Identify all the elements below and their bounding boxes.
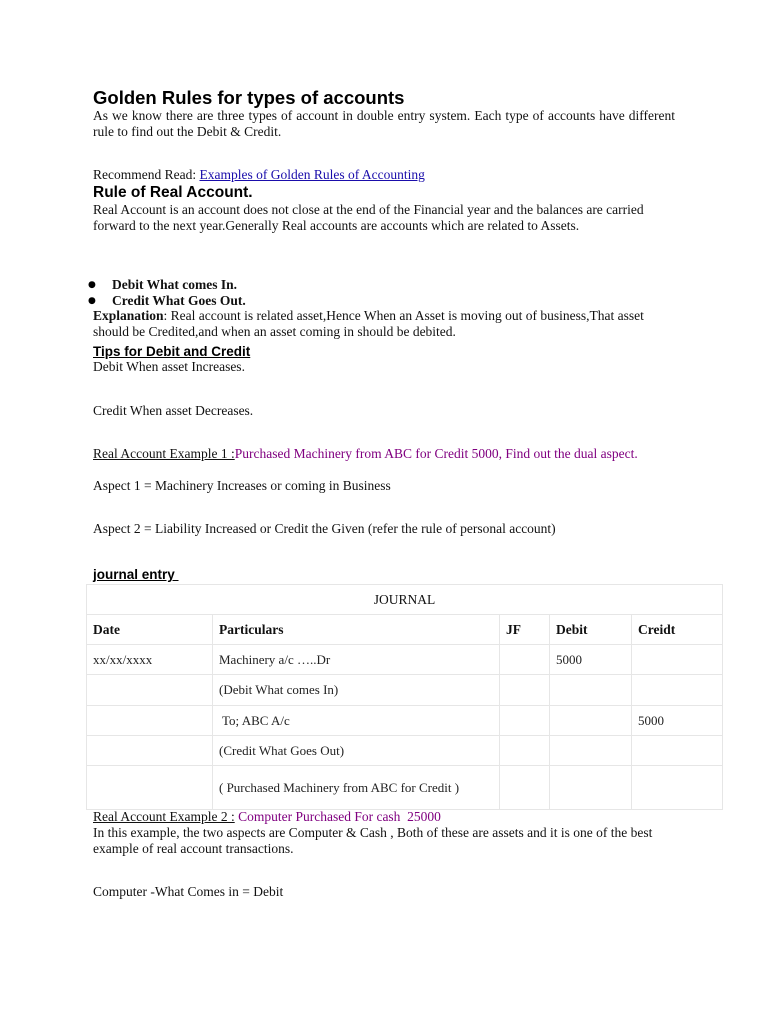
table-cell: 5000: [550, 645, 632, 675]
table-header-row: [87, 615, 723, 645]
recommend-label: Recommend Read:: [93, 167, 200, 182]
table-cell: [500, 735, 550, 765]
bullet-item: Debit What comes In.: [112, 277, 238, 292]
recommend-read: [93, 167, 693, 183]
table-cell: [500, 765, 550, 809]
table-cell: (Credit What Goes Out): [213, 735, 500, 765]
table-cell: [500, 645, 550, 675]
table-cell: [632, 765, 723, 809]
example2: [93, 809, 683, 825]
table-cell: [500, 705, 550, 735]
table-cell: To; ABC A/c: [213, 705, 500, 735]
page-title: Golden Rules for types of accounts: [93, 87, 405, 108]
table-cell: [550, 675, 632, 705]
table-cell: [632, 735, 723, 765]
header-cell: JF: [500, 615, 550, 645]
table-cell: [500, 675, 550, 705]
header-cell: Particulars: [213, 615, 500, 645]
table-cell: (Debit What comes In): [213, 675, 500, 705]
table-cell: Machinery a/c …..Dr: [213, 645, 500, 675]
table-row: [87, 645, 723, 675]
table-cell: [87, 765, 213, 809]
example1-aspect2: Aspect 2 = Liability Increased or Credit the Given (refer the rule of personal account): [93, 521, 556, 536]
bullet-item: Credit What Goes Out.: [112, 293, 246, 308]
table-cell: [87, 735, 213, 765]
table-cell: [550, 705, 632, 735]
table-cell: 5000: [632, 705, 723, 735]
real-account-description: Real Account is an account does not close at the end of the Financial year and the balances are carried forward to the next year.Generally Real accounts are accounts which are related to Assets.: [93, 202, 644, 233]
tips-debit: Debit When asset Increases.: [93, 359, 245, 374]
header-cell: Creidt: [632, 615, 723, 645]
explanation-label: Explanation: [93, 308, 164, 323]
example2-text: Computer Purchased For cash 25000: [234, 809, 441, 824]
example1-aspect1: Aspect 1 = Machinery Increases or coming in Business: [93, 478, 391, 493]
header-cell: Date: [87, 615, 213, 645]
example1-label: Real Account Example 1 :: [93, 446, 235, 461]
bullet-icon: ●: [88, 280, 96, 290]
journal-title: JOURNAL: [87, 585, 723, 615]
table-row: [87, 735, 723, 765]
table-row: [87, 705, 723, 735]
real-account-heading: Rule of Real Account.: [93, 184, 253, 201]
table-cell: [87, 675, 213, 705]
table-cell: ( Purchased Machinery from ABC for Credit ): [213, 765, 500, 809]
table-cell: [632, 675, 723, 705]
explanation-text: : Real account is related asset,Hence When an Asset is moving out of business,That asset should be Credited,and when an asset coming in should be debited.: [93, 308, 644, 339]
header-cell: Debit: [550, 615, 632, 645]
table-row: [87, 675, 723, 705]
table-cell: [550, 735, 632, 765]
example2-description: In this example, the two aspects are Computer & Cash , Both of these are assets and it is one of the best example of real account transactions.: [93, 825, 653, 856]
table-cell: [632, 645, 723, 675]
example1-text: Purchased Machinery from ABC for Credit 5000, Find out the dual aspect.: [234, 446, 638, 461]
recommend-link[interactable]: Examples of Golden Rules of Accounting: [199, 167, 425, 182]
table-row: [87, 765, 723, 809]
example1: [93, 446, 683, 462]
example2-label: Real Account Example 2 :: [93, 809, 235, 824]
table-title-row: [87, 585, 723, 615]
journal-table: [86, 584, 723, 810]
explanation: [93, 308, 673, 340]
tips-heading: Tips for Debit and Credit: [93, 344, 251, 359]
table-cell: [87, 705, 213, 735]
intro-paragraph: As we know there are three types of account in double entry system. Each type of accounts have different rule to find out the Debit & Credit.: [93, 108, 675, 139]
tips-credit: Credit When asset Decreases.: [93, 403, 254, 418]
table-cell: [550, 765, 632, 809]
example2-line: Computer -What Comes in = Debit: [93, 884, 284, 899]
bullet-icon: ●: [88, 296, 96, 306]
journal-entry-heading: journal entry: [93, 567, 179, 582]
table-cell: xx/xx/xxxx: [87, 645, 213, 675]
